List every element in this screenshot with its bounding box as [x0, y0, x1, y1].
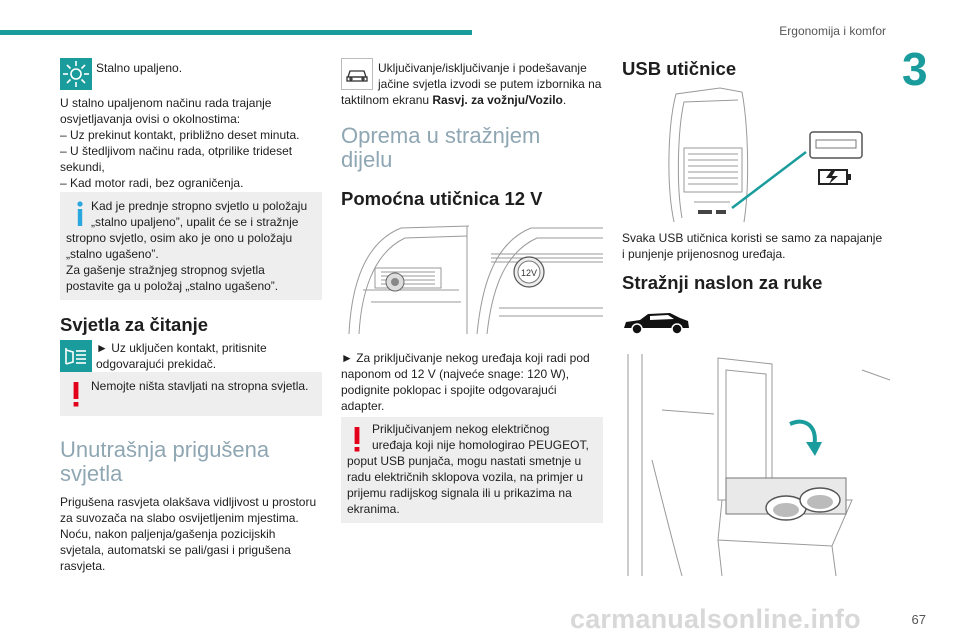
- text-line: – Uz prekinut kontakt, približno deset minuta.: [60, 128, 300, 142]
- car-dashboard-icon: [341, 58, 373, 90]
- heading-line: Oprema u stražnjem: [341, 123, 541, 148]
- text-line: Za gašenje stražnjeg stropnog svjetla: [66, 263, 265, 277]
- reading-light-icon: [60, 340, 92, 372]
- always-on-text: [60, 95, 322, 191]
- text-line: za suvozača na slabo osvijetljenim mjestima.: [60, 511, 299, 525]
- reading-lights-text: [96, 340, 322, 372]
- text-line: U stalno upaljenom načinu rada trajanje: [60, 96, 272, 110]
- heading-line: svjetla: [60, 461, 123, 486]
- socket-illustration: [341, 224, 611, 342]
- text-line: rasvjeta.: [60, 559, 106, 573]
- text-line: ► Uz uključen kontakt, pritisnite: [96, 341, 267, 355]
- text-line: „stalno upaljeno”, upalit će se i stražnje: [91, 215, 299, 229]
- heading-line: Unutrašnja prigušena: [60, 437, 270, 462]
- text-line: Priključivanjem nekog električnog: [372, 422, 550, 436]
- text-span: .: [562, 93, 567, 107]
- text-line: – Kad motor radi, bez ograničenja.: [60, 176, 244, 190]
- chapter-number: 3: [902, 43, 928, 95]
- warning-icon: [70, 380, 82, 408]
- text-line: stropno svjetlo, osim ako je ono u položaju: [66, 231, 293, 245]
- sun-icon: [60, 58, 92, 90]
- text-line: poput USB punjača, mogu nastati smetnje u: [347, 454, 582, 468]
- touchscreen-text-last: [341, 92, 606, 108]
- info-callout: [60, 192, 322, 300]
- battery-charge-icon: [818, 168, 854, 186]
- text-line: osvjetljavanja ovisi o okolnostima:: [60, 112, 241, 126]
- text-line: prijemu radijskog signala ili u prikazima na: [347, 486, 572, 500]
- armrest-heading: Stražnji naslon za ruke: [622, 272, 823, 293]
- text-line: i punjenje prijenosnog uređaja.: [622, 247, 786, 261]
- text-line: postavite ga u položaj „stalno ugašeno”.: [66, 279, 279, 293]
- car-silhouette-icon: [622, 308, 692, 336]
- text-line: podignite poklopac i spojite odgovarajući: [341, 383, 557, 397]
- menu-path: Rasvj. za vožnju/Vozilo: [432, 93, 563, 107]
- touchscreen-text: [378, 60, 606, 92]
- text-line: Svaka USB utičnica koristi se samo za napajanje: [622, 231, 883, 245]
- text-line: radu električnih sklopova vozila, na primjer u: [347, 470, 584, 484]
- usb-illustration: [660, 84, 880, 224]
- page-number: 67: [911, 612, 926, 627]
- watermark: carmanualsonline.info: [570, 604, 861, 634]
- warning-callout-text: Nemojte ništa stavljati na stropna svjetla.: [91, 379, 309, 393]
- reading-lights-heading: Svjetla za čitanje: [60, 314, 209, 335]
- text-line: sekundi,: [60, 160, 105, 174]
- warning-callout: [60, 372, 322, 416]
- text-line: odgovarajući prekidač.: [96, 357, 217, 371]
- text-line: adapter.: [341, 399, 385, 413]
- text-line: ► Za priključivanje nekog uređaja koji radi pod: [341, 351, 590, 365]
- text-line: ekranima.: [347, 502, 400, 516]
- always-on-label: Stalno upaljeno.: [96, 61, 183, 75]
- heading-line: dijelu: [341, 147, 393, 172]
- text-line: uređaja koji nije homologirao PEUGEOT,: [372, 438, 589, 452]
- socket-text: [341, 350, 609, 414]
- rear-equipment-heading: [341, 124, 603, 172]
- armrest-illustration: [622, 350, 892, 580]
- info-icon: [69, 200, 91, 228]
- warning-icon: [351, 425, 363, 453]
- section-title: Ergonomija i komfor: [779, 24, 886, 38]
- socket-12v-label: 12V: [520, 268, 538, 278]
- text-line: svjetala, automatski se pali/gasi i prigušena: [60, 543, 291, 557]
- ambient-text: [60, 494, 325, 574]
- text-line: Prigušena rasvjeta olakšava vidljivost u prostoru: [60, 495, 317, 509]
- socket-warning-callout: [341, 417, 603, 523]
- header-accent-bar: [0, 30, 472, 35]
- usb-text: [622, 230, 894, 262]
- text-line: „stalno ugašeno”.: [66, 247, 159, 261]
- socket-heading: Pomoćna utičnica 12 V: [341, 188, 543, 209]
- text-line: Noću, nakon paljenja/gašenja pozicijskih: [60, 527, 276, 541]
- text-span: taktilnom ekranu: [341, 93, 433, 107]
- text-line: naponom od 12 V (najveće snage: 120 W),: [341, 367, 570, 381]
- ambient-heading: [60, 438, 322, 486]
- text-line: Kad je prednje stropno svjetlo u položaju: [91, 199, 308, 213]
- text-line: – U štedljivom načinu rada, otprilike trideset: [60, 144, 293, 158]
- text-line: Uključivanje/isključivanje i podešavanje: [378, 61, 587, 75]
- usb-heading: USB utičnice: [622, 58, 737, 79]
- text-line: jačine svjetla izvodi se putem izbornika na: [378, 77, 602, 91]
